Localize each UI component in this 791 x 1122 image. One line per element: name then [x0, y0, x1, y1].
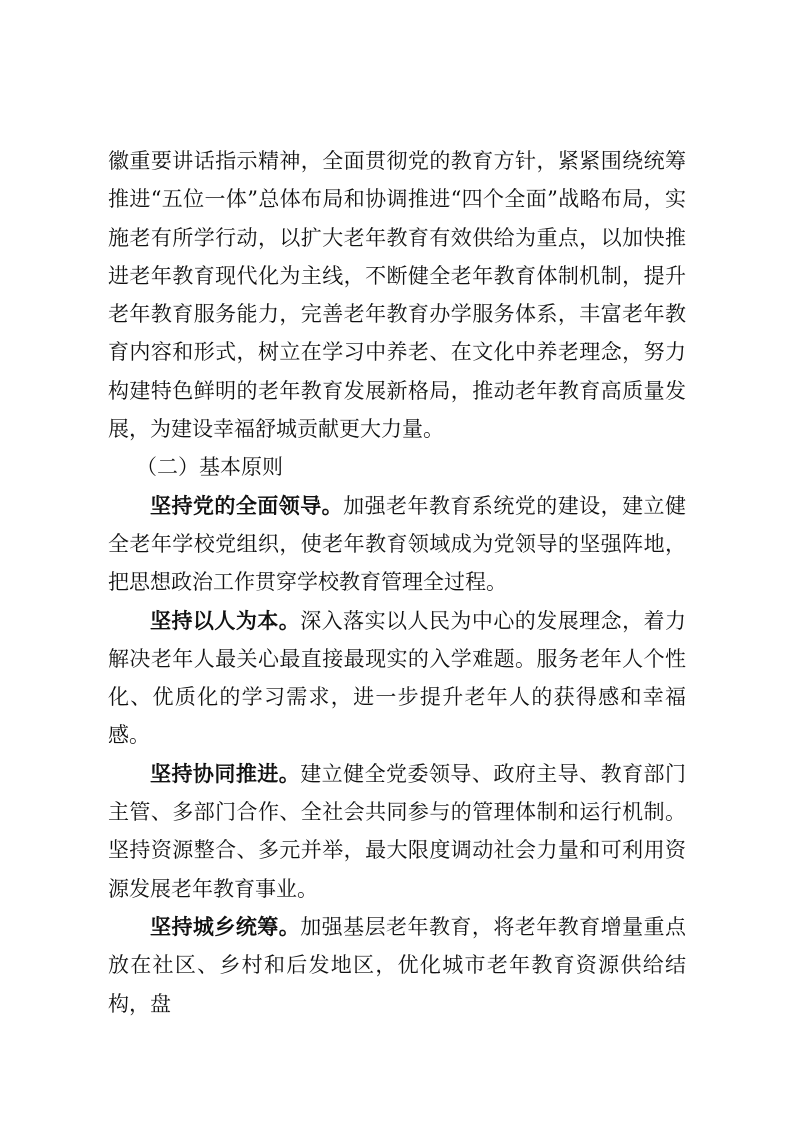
- principle-paragraph-party-leadership: [108, 487, 686, 602]
- principle-text: 加强老年教育系统党的建设，建立健全老年学校党组织，使老年教育领域成为党领导的坚强阵地，把思想政治工作贯穿学校教育管理全过程。: [108, 493, 686, 595]
- intro-paragraph: 徽重要讲话指示精神，全面贯彻党的教育方针，紧紧围绕统筹推进“五位一体”总体布局和协调推进“四个全面”战略布局，实施老有所学行动，以扩大老年教育有效供给为重点，以加快推进老年教育现代化为主线，不断健全老年教育体制机制，提升老年教育服务能力，完善老年教育办学服务体系，丰富老年教育内容和形式，树立在学习中养老、在文化中养老理念，努力构建特色鲜明的老年教育发展新格局，推动老年教育高质量发展，为建设幸福舒城贡献更大力量。: [108, 149, 686, 442]
- section-heading: （二）基本原则: [136, 455, 283, 480]
- document-body: [108, 142, 686, 1023]
- principle-title: 坚持协同推进。: [150, 761, 301, 786]
- principle-paragraph-people-centered: [108, 602, 686, 755]
- principle-paragraph-coordinated: [108, 755, 686, 908]
- principle-text: 深入落实以人民为中心的发展理念，着力解决老年人最关心最直接最现实的入学难题。服务老年人个性化、优质化的学习需求，进一步提升老年人的获得感和幸福感。: [108, 608, 687, 748]
- principle-title: 坚持以人为本。: [150, 608, 301, 633]
- principle-text: 建立健全党委领导、政府主导、教育部门主管、多部门合作、全社会共同参与的管理体制和运行机制。坚持资源整合、多元并举，最大限度调动社会力量和可利用资源发展老年教育事业。: [108, 761, 687, 901]
- principle-text: 加强基层老年教育，将老年教育增量重点放在社区、乡村和后发地区，优化城市老年教育资源供给结构，盘: [108, 914, 687, 1016]
- principle-title: 坚持党的全面领导。: [150, 493, 344, 518]
- principle-paragraph-urban-rural: [108, 908, 686, 1023]
- principle-title: 坚持城乡统筹。: [150, 914, 301, 939]
